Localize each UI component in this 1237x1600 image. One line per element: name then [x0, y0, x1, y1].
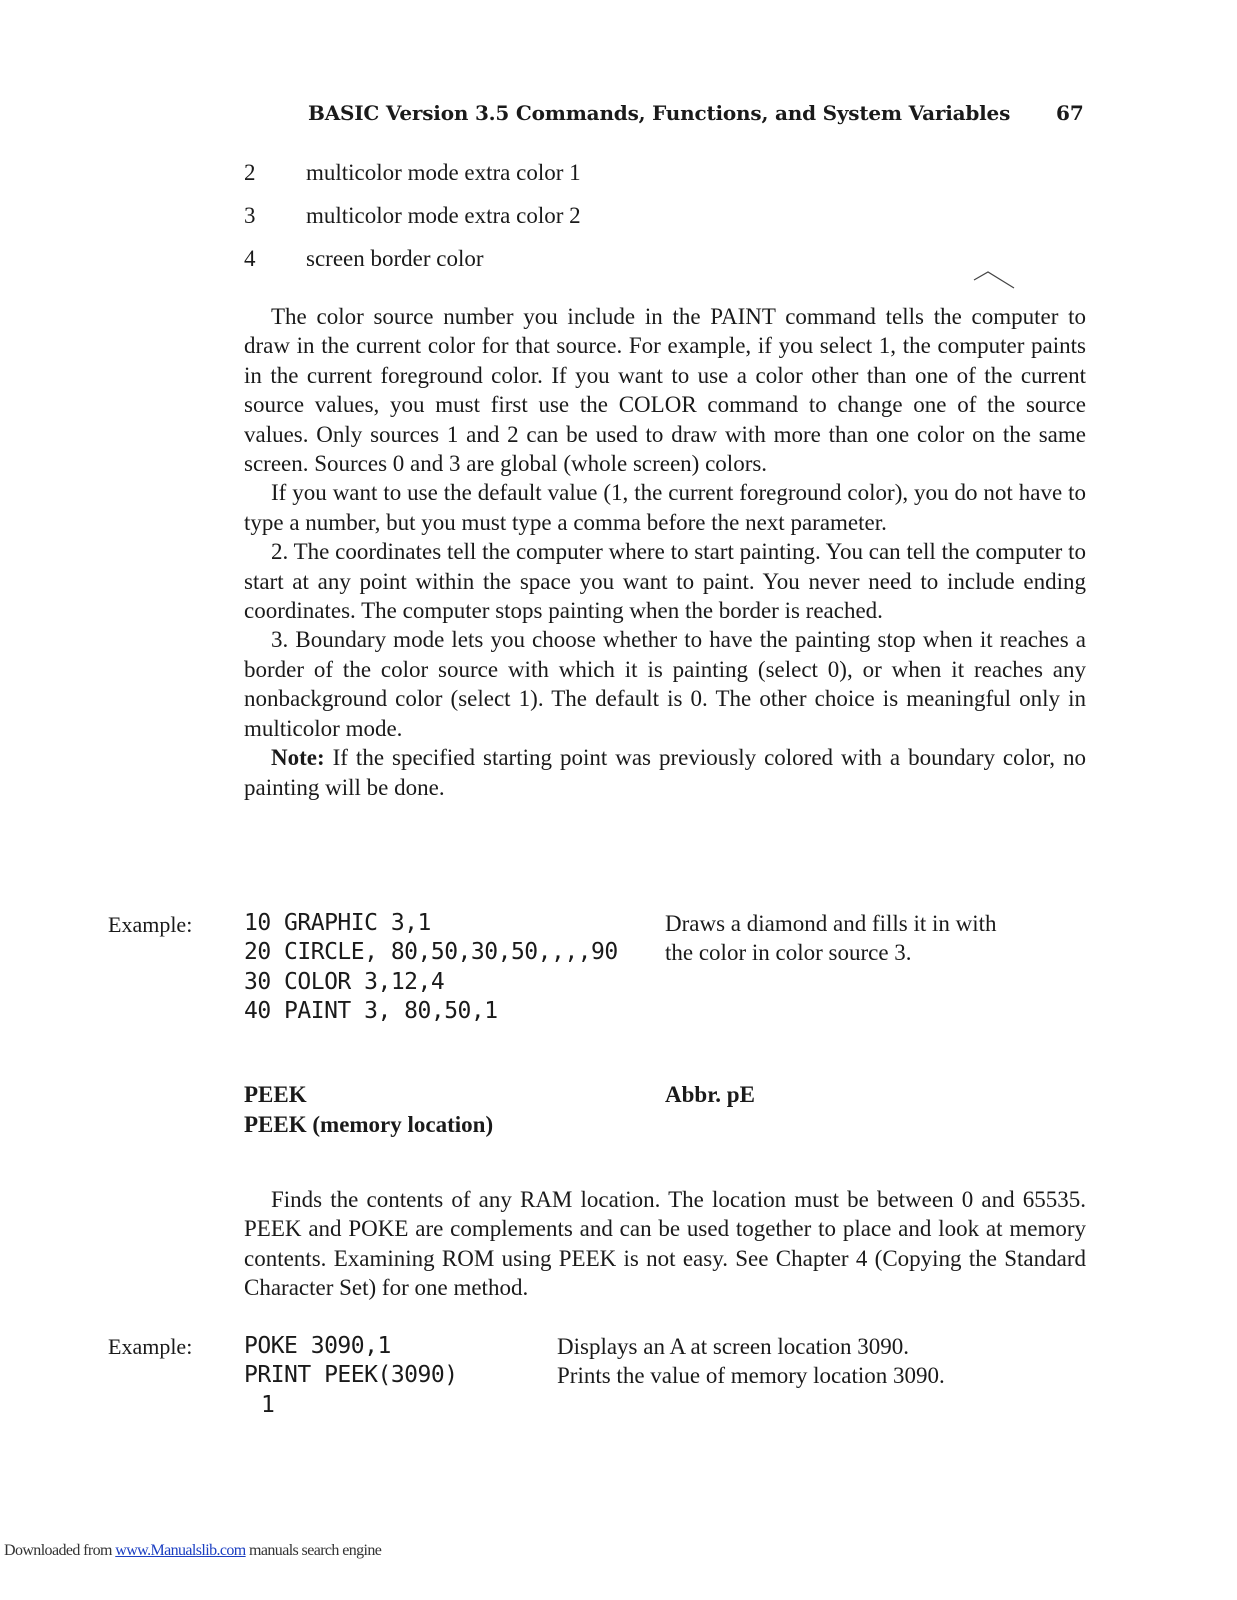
list-item-text: screen border color [306, 246, 484, 271]
pencil-mark [970, 266, 1020, 292]
example-code-block [244, 1332, 458, 1420]
body-paragraphs [244, 302, 1086, 802]
footer-suffix: manuals search engine [245, 1542, 382, 1559]
list-item [244, 160, 581, 186]
command-abbreviation: Abbr. pE [665, 1082, 755, 1107]
code-line: 30 COLOR 3,12,4 [244, 968, 445, 995]
paragraph-boundary-mode: 3. Boundary mode lets you choose whether to have the painting stop when it reaches a border of the color source with which it is painting (select 0), or when it reaches any nonbackground color (select 1). The default is 0. The other choice is meaningful only in multicolor mode. [244, 627, 1086, 741]
example-label: Example: [108, 912, 193, 937]
description-line: Draws a diamond and fills it in with [665, 911, 997, 936]
note-text: If the specified starting point was previously colored with a boundary color, no painting will be done. [244, 745, 1086, 800]
example-description [557, 1332, 945, 1391]
description-line: Prints the value of memory location 3090. [557, 1363, 945, 1389]
paragraph-coordinates: 2. The coordinates tell the computer where to start painting. You can tell the computer to start at any point within the space you want to paint. You never need to include ending coordinates. The computer stops painting when the border is reached. [244, 539, 1086, 624]
description-line: the color in color source 3. [665, 940, 912, 966]
code-line: 20 CIRCLE, 80,50,30,50,,,,90 [244, 939, 618, 966]
footer-prefix: Downloaded from [4, 1542, 116, 1559]
manualslib-link[interactable]: www.Manualslib.com [115, 1542, 246, 1559]
description-line: Displays an A at screen location 3090. [557, 1334, 909, 1359]
command-name: PEEK [244, 1082, 307, 1107]
code-line: 10 GRAPHIC 3,1 [244, 910, 431, 936]
note-label: Note: [271, 745, 325, 771]
code-line: POKE 3090,1 [244, 1333, 391, 1359]
list-item-text: multicolor mode extra color 2 [306, 203, 581, 228]
running-header-title: BASIC Version 3.5 Commands, Functions, and System Variables [308, 101, 1011, 125]
list-item-number: 4 [244, 246, 256, 271]
command-syntax: PEEK (memory location) [244, 1112, 494, 1137]
list-item [244, 246, 484, 272]
list-item-number: 2 [244, 160, 256, 185]
download-footer [4, 1542, 381, 1560]
paragraph-note [244, 743, 1086, 802]
code-line: PRINT PEEK(3090) [244, 1362, 458, 1389]
paragraph-color-source: The color source number you include in the PAINT command tells the computer to draw in the current color for that source. For example, if you select 1, the computer paints in the current foreground color. If you want to use a color other than one of the current source values, you must first use the COLOR command to change one of the source values. Only sources 1 and 2 can be used to draw with more than one color on the same screen. Sources 0 and 3 are global (whole screen) colors. [244, 304, 1086, 477]
list-item [244, 203, 581, 229]
example-label: Example: [108, 1334, 193, 1359]
example-code-block [244, 909, 618, 1027]
list-item-text: multicolor mode extra color 1 [306, 160, 581, 185]
code-line: 40 PAINT 3, 80,50,1 [244, 998, 498, 1025]
example-description [665, 909, 997, 968]
command-heading [244, 1080, 493, 1140]
paragraph-peek-description: Finds the contents of any RAM location. The location must be between 0 and 65535. PEEK and POKE are complements and can be used together to place and look at memory contents. Examining ROM using PEEK is not easy. See Chapter 4 (Copying the Standard Character Set) for one method. [244, 1187, 1086, 1301]
paragraph-default-value: If you want to use the default value (1, the current foreground color), you do not have to type a number, but you must type a comma before the next parameter. [244, 480, 1086, 535]
page-number: 67 [1056, 101, 1084, 125]
list-item-number: 3 [244, 203, 256, 228]
code-line: 1 [261, 1391, 275, 1418]
